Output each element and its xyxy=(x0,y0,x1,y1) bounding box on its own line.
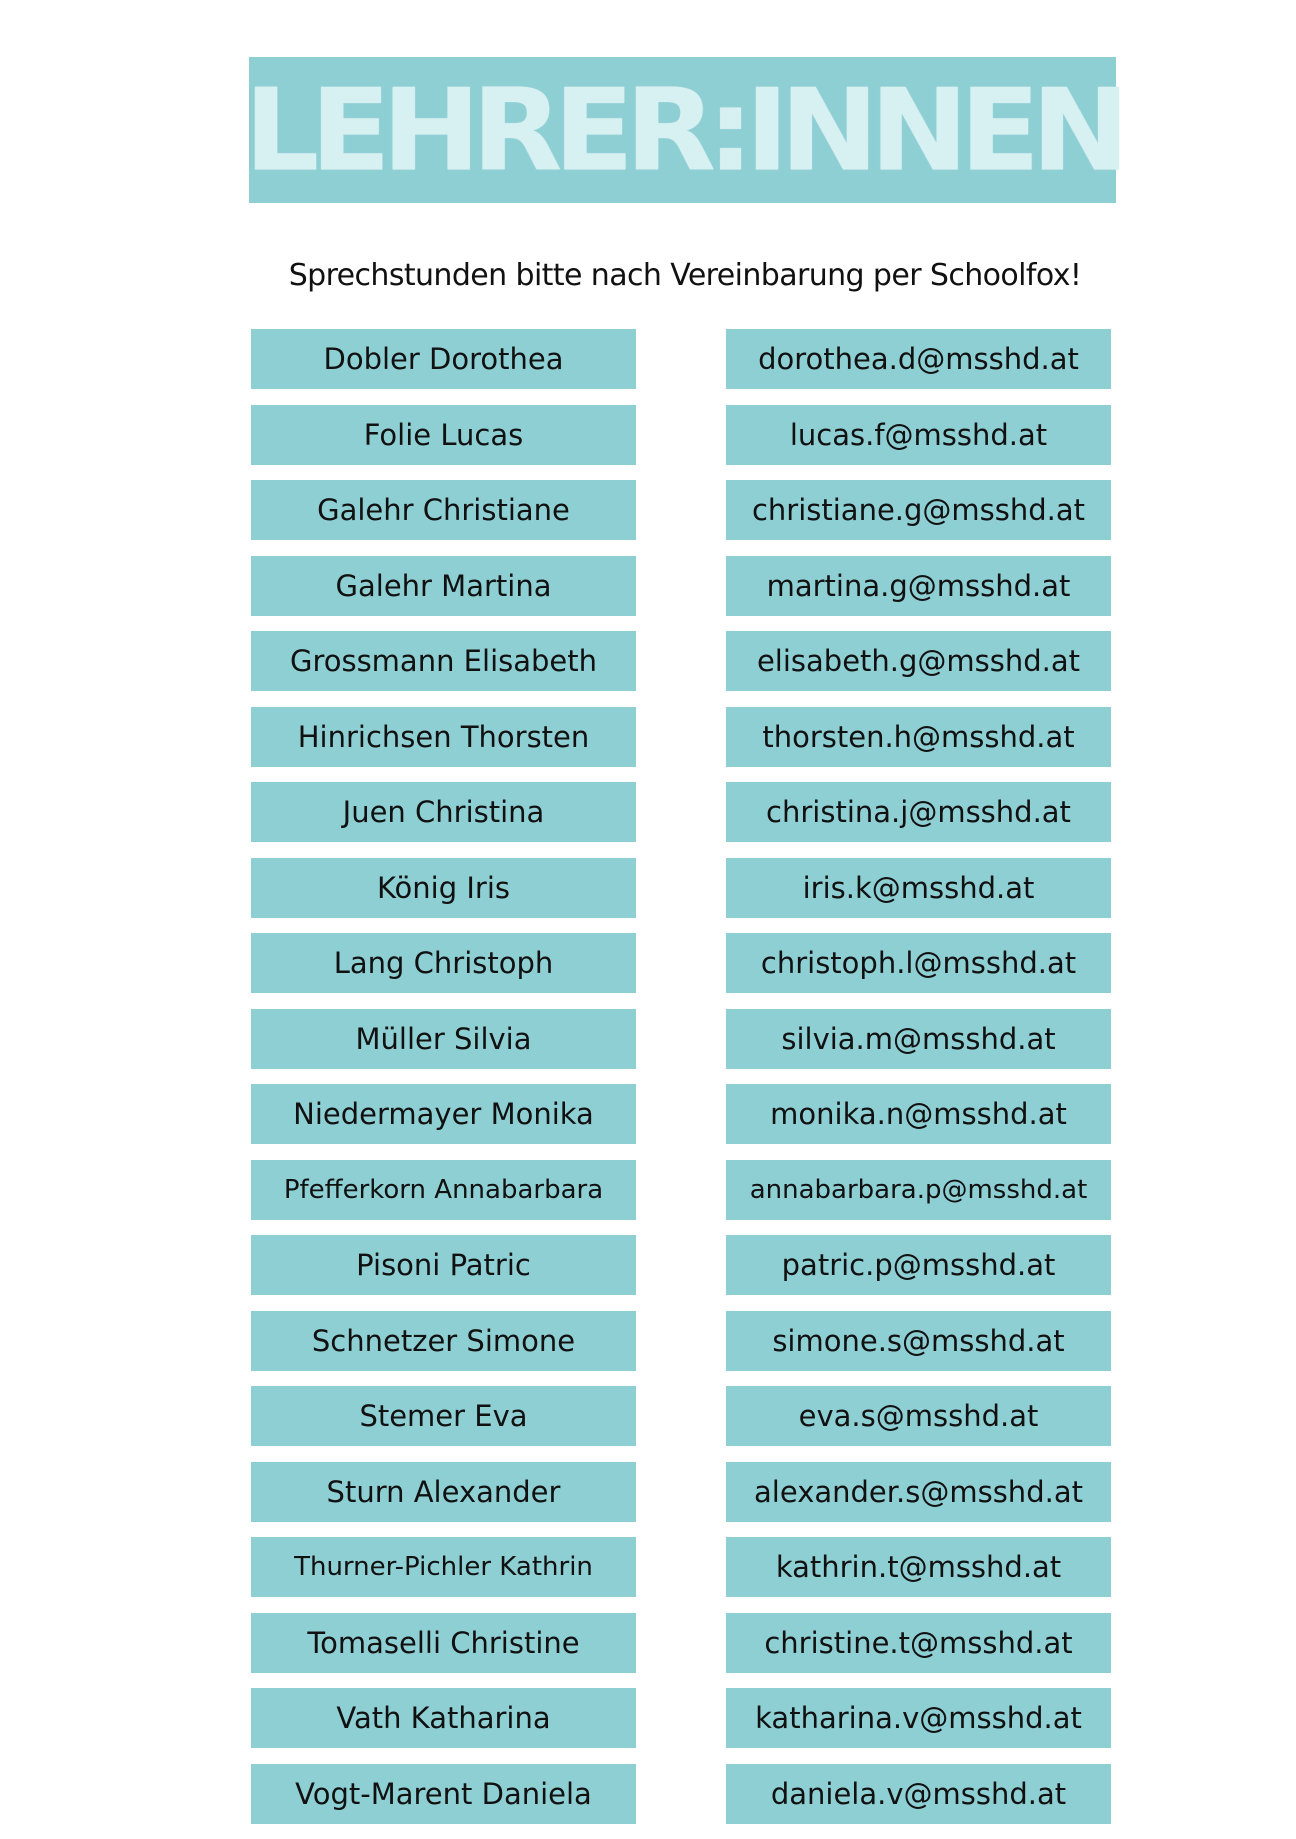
teacher-name: Galehr Christiane xyxy=(251,480,636,540)
teacher-email[interactable]: martina.g@msshd.at xyxy=(726,556,1111,616)
teacher-email[interactable]: katharina.v@msshd.at xyxy=(726,1688,1111,1748)
teacher-row xyxy=(0,405,1296,481)
teacher-row xyxy=(0,1462,1296,1538)
teacher-email[interactable]: lucas.f@msshd.at xyxy=(726,405,1111,465)
teacher-row xyxy=(0,631,1296,707)
teacher-name: Pisoni Patric xyxy=(251,1235,636,1295)
teacher-name: Dobler Dorothea xyxy=(251,329,636,389)
teacher-name: Niedermayer Monika xyxy=(251,1084,636,1144)
teacher-row xyxy=(0,933,1296,1009)
teacher-name: Stemer Eva xyxy=(251,1386,636,1446)
teacher-list xyxy=(0,329,1296,1839)
teacher-name: Tomaselli Christine xyxy=(251,1613,636,1673)
teacher-name: Lang Christoph xyxy=(251,933,636,993)
teacher-email[interactable]: daniela.v@msshd.at xyxy=(726,1764,1111,1824)
page-subtitle: Sprechstunden bitte nach Vereinbarung per Schoolfox! xyxy=(0,258,1296,293)
teacher-email[interactable]: patric.p@msshd.at xyxy=(726,1235,1111,1295)
page-title: LEHRER:INNEN xyxy=(244,73,1121,186)
teacher-name: Sturn Alexander xyxy=(251,1462,636,1522)
teacher-row xyxy=(0,1613,1296,1689)
teacher-email[interactable]: monika.n@msshd.at xyxy=(726,1084,1111,1144)
teacher-row xyxy=(0,707,1296,783)
teacher-row xyxy=(0,782,1296,858)
teacher-name: Folie Lucas xyxy=(251,405,636,465)
teacher-name: Juen Christina xyxy=(251,782,636,842)
teacher-row xyxy=(0,329,1296,405)
teacher-name: Schnetzer Simone xyxy=(251,1311,636,1371)
teacher-row xyxy=(0,480,1296,556)
teacher-email[interactable]: christine.t@msshd.at xyxy=(726,1613,1111,1673)
teacher-email[interactable]: dorothea.d@msshd.at xyxy=(726,329,1111,389)
teacher-email[interactable]: simone.s@msshd.at xyxy=(726,1311,1111,1371)
teacher-name: König Iris xyxy=(251,858,636,918)
teacher-name: Thurner-Pichler Kathrin xyxy=(251,1537,636,1597)
teacher-row xyxy=(0,556,1296,632)
teacher-row xyxy=(0,1688,1296,1764)
teacher-email[interactable]: silvia.m@msshd.at xyxy=(726,1009,1111,1069)
teacher-email[interactable]: thorsten.h@msshd.at xyxy=(726,707,1111,767)
teacher-email[interactable]: alexander.s@msshd.at xyxy=(726,1462,1111,1522)
title-banner xyxy=(249,57,1116,203)
teacher-row xyxy=(0,1386,1296,1462)
teacher-email[interactable]: elisabeth.g@msshd.at xyxy=(726,631,1111,691)
teacher-name: Vogt-Marent Daniela xyxy=(251,1764,636,1824)
teacher-row xyxy=(0,1311,1296,1387)
teacher-row xyxy=(0,1235,1296,1311)
teacher-email[interactable]: christina.j@msshd.at xyxy=(726,782,1111,842)
teacher-email[interactable]: annabarbara.p@msshd.at xyxy=(726,1160,1111,1220)
teacher-name: Vath Katharina xyxy=(251,1688,636,1748)
teacher-email[interactable]: eva.s@msshd.at xyxy=(726,1386,1111,1446)
teacher-name: Hinrichsen Thorsten xyxy=(251,707,636,767)
teacher-row xyxy=(0,858,1296,934)
teacher-name: Grossmann Elisabeth xyxy=(251,631,636,691)
teacher-email[interactable]: christiane.g@msshd.at xyxy=(726,480,1111,540)
teacher-email[interactable]: kathrin.t@msshd.at xyxy=(726,1537,1111,1597)
teacher-name: Müller Silvia xyxy=(251,1009,636,1069)
teacher-row xyxy=(0,1537,1296,1613)
teacher-email[interactable]: christoph.l@msshd.at xyxy=(726,933,1111,993)
teacher-row xyxy=(0,1160,1296,1236)
teacher-email[interactable]: iris.k@msshd.at xyxy=(726,858,1111,918)
teacher-row xyxy=(0,1009,1296,1085)
teacher-row xyxy=(0,1764,1296,1839)
teacher-name: Galehr Martina xyxy=(251,556,636,616)
teacher-name: Pfefferkorn Annabarbara xyxy=(251,1160,636,1220)
teacher-row xyxy=(0,1084,1296,1160)
